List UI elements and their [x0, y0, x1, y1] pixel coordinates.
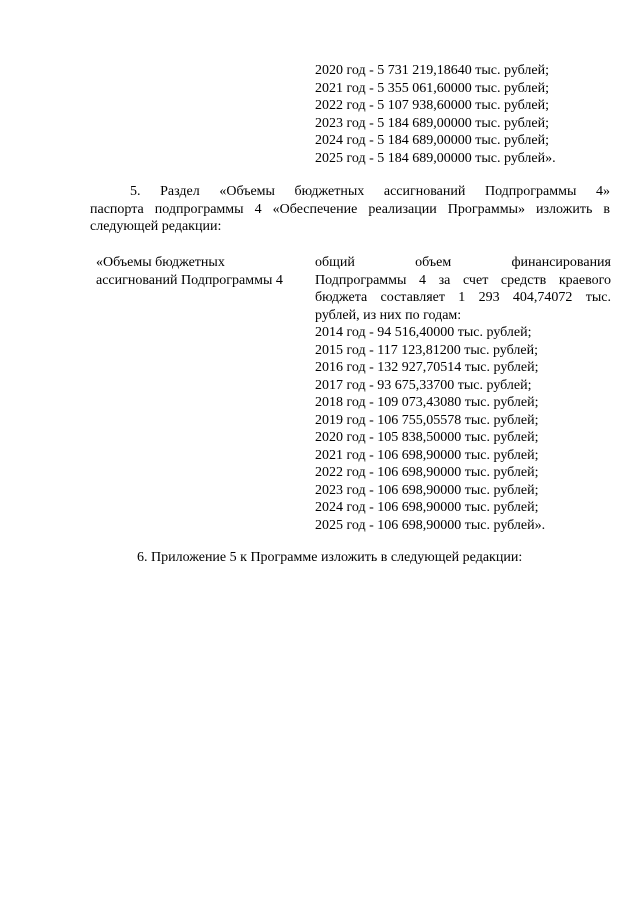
year-line: 2014 год - 94 516,40000 тыс. рублей; — [315, 325, 532, 340]
funding-years-list — [315, 62, 615, 167]
table-cell-line: рублей, из них по годам: — [315, 307, 462, 323]
year-line: 2025 год - 106 698,90000 тыс. рублей». — [315, 517, 546, 533]
list-item: 2022 год - 5 107 938,60000 тыс. рублей; — [315, 98, 550, 113]
year-line: 2023 год - 106 698,90000 тыс. рублей; — [315, 482, 539, 498]
year-line: 2019 год - 106 755,05578 тыс. рублей; — [315, 412, 539, 428]
table-cell-line: «Объемы бюджетных — [96, 255, 225, 270]
year-line: 2015 год - 117 123,81200 тыс. рублей; — [315, 342, 538, 358]
year-line: 2024 год - 106 698,90000 тыс. рублей; — [315, 500, 539, 515]
year-line: 2017 год - 93 675,33700 тыс. рублей; — [315, 377, 532, 393]
list-item: 2024 год - 5 184 689,00000 тыс. рублей; — [315, 133, 550, 148]
year-line: 2021 год - 106 698,90000 тыс. рублей; — [315, 447, 539, 463]
table-left-cell — [96, 254, 306, 289]
list-item: 2025 год - 5 184 689,00000 тыс. рублей». — [315, 150, 556, 166]
list-item: 2021 год - 5 355 061,60000 тыс. рублей; — [315, 80, 550, 96]
table-cell-line: бюджета составляет 1 293 404,74072 тыс. — [315, 290, 611, 305]
paragraph-5-line: 5. Раздел «Объемы бюджетных ассигнований Подпрограммы 4» — [130, 184, 610, 199]
paragraph-5-line: паспорта подпрограммы 4 «Обеспечение реализации Программы» изложить в — [90, 201, 610, 217]
table-right-cell — [315, 254, 611, 534]
table-cell-line: Подпрограммы 4 за счет средств краевого — [315, 272, 611, 288]
paragraph-6: 6. Приложение 5 к Программе изложить в следующей редакции: — [137, 550, 523, 565]
year-line: 2020 год - 105 838,50000 тыс. рублей; — [315, 430, 539, 445]
table-cell-line: общий объем финансирования — [315, 255, 611, 270]
year-line: 2016 год - 132 927,70514 тыс. рублей; — [315, 360, 539, 375]
paragraph-5 — [90, 183, 610, 236]
year-line: 2022 год - 106 698,90000 тыс. рублей; — [315, 465, 539, 480]
paragraph-5-line: следующей редакции: — [90, 219, 222, 234]
table-cell-line: ассигнований Подпрограммы 4 — [96, 272, 283, 288]
list-item: 2023 год - 5 184 689,00000 тыс. рублей; — [315, 115, 550, 131]
year-line: 2018 год - 109 073,43080 тыс. рублей; — [315, 395, 539, 410]
list-item: 2020 год - 5 731 219,18640 тыс. рублей; — [315, 63, 550, 78]
